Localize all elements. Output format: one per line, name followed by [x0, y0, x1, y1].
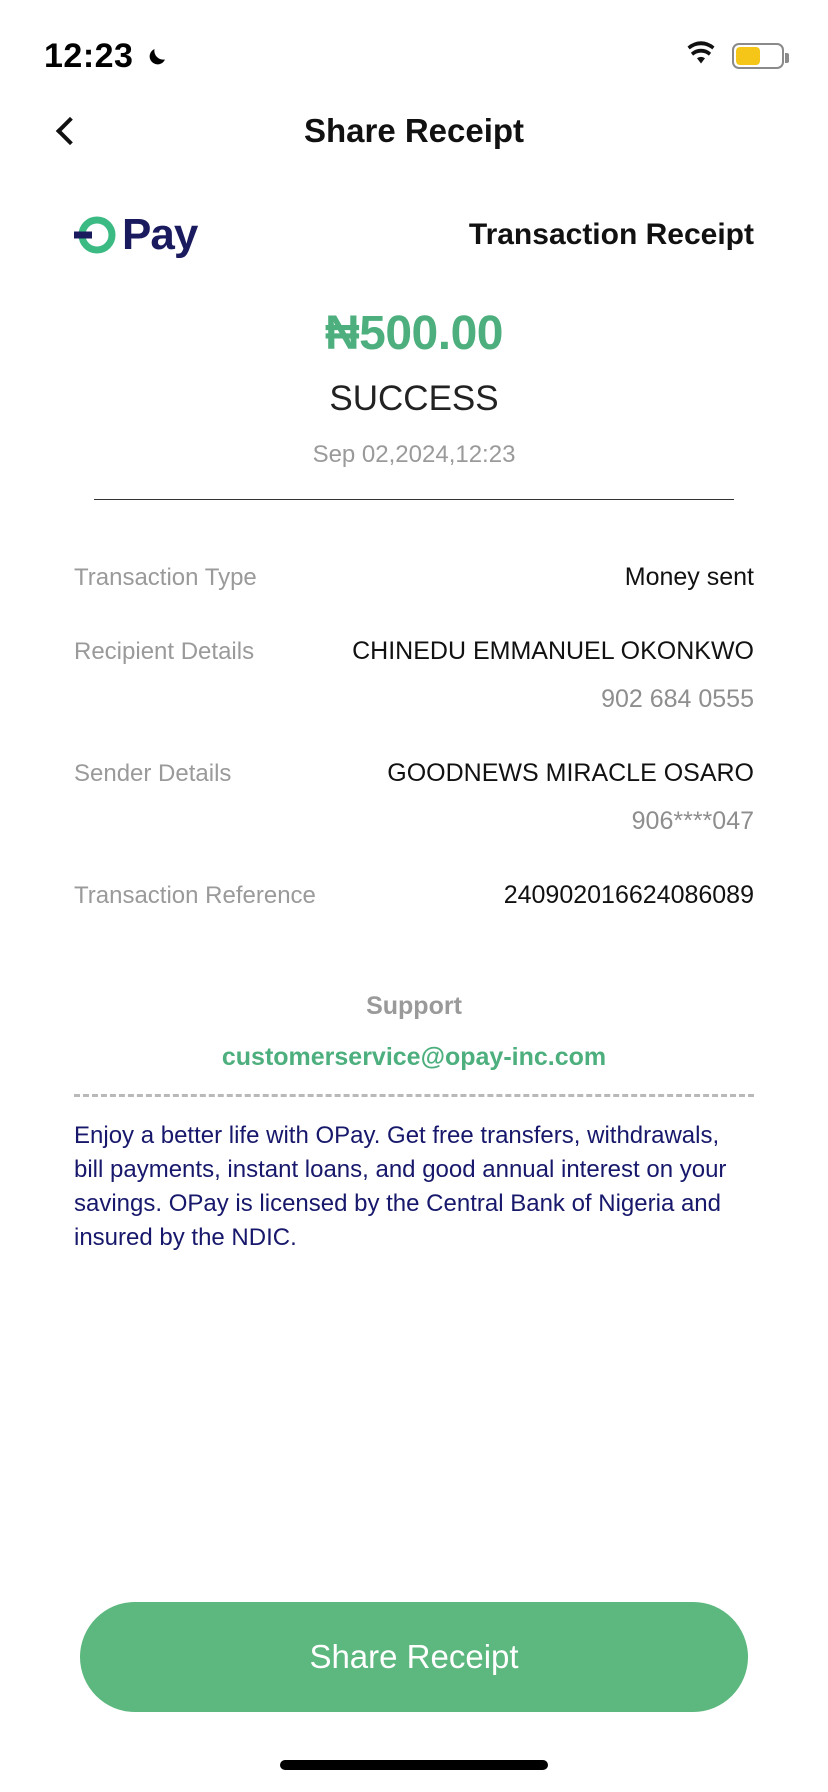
chevron-left-icon [56, 117, 84, 145]
navigation-bar [0, 96, 828, 166]
opay-logo-text: Pay [122, 210, 198, 259]
table-row [74, 858, 754, 932]
promotional-text: Enjoy a better life with OPay. Get free transfers, withdrawals, bill payments, instant loans, and good annual interest on your savings. OPay is licensed by the Central Bank of Nigeria and insured by the NDIC. [74, 1122, 727, 1252]
support-label: Support [366, 992, 462, 1020]
row-subvalue: 902 684 0555 [601, 685, 754, 713]
wifi-icon [684, 41, 718, 72]
opay-logo [74, 212, 197, 258]
row-values [254, 636, 754, 714]
divider [94, 499, 734, 500]
transaction-datetime: Sep 02,2024,12:23 [312, 441, 516, 468]
moon-icon [145, 43, 171, 69]
receipt-card [0, 200, 828, 1255]
opay-logo-icon [74, 212, 120, 258]
status-bar [0, 0, 828, 90]
detail-list [74, 540, 754, 932]
row-label: Transaction Reference [74, 882, 316, 909]
status-bar-left [44, 37, 171, 76]
row-label: Transaction Type [74, 564, 257, 591]
row-value: Money sent [624, 563, 754, 591]
status-bar-right [684, 41, 784, 72]
row-label: Recipient Details [74, 638, 255, 665]
home-indicator [280, 1760, 548, 1770]
row-values [257, 562, 754, 592]
row-value: 240902016624086089 [503, 881, 754, 909]
row-subvalue: 906****047 [631, 807, 754, 835]
battery-icon [732, 43, 784, 69]
amount-value: ₦500.00 [325, 307, 503, 360]
transaction-status: SUCCESS [329, 379, 499, 418]
row-value: GOODNEWS MIRACLE OSARO [387, 759, 754, 787]
receipt-header [74, 200, 754, 270]
page-title: Share Receipt [303, 112, 525, 149]
support-email-link[interactable]: customerservice@opay-inc.com [221, 1043, 607, 1071]
row-values [231, 758, 754, 836]
dashed-divider [74, 1094, 754, 1097]
share-receipt-button[interactable]: Share Receipt [80, 1602, 748, 1712]
back-button[interactable] [40, 104, 94, 158]
status-time: 12:23 [44, 36, 134, 75]
row-values [316, 880, 754, 910]
table-row [74, 736, 754, 858]
support-section [74, 992, 754, 1072]
table-row [74, 540, 754, 614]
row-label: Sender Details [74, 760, 232, 787]
table-row [74, 614, 754, 736]
row-value: CHINEDU EMMANUEL OKONKWO [352, 637, 754, 665]
receipt-title: Transaction Receipt [468, 218, 754, 251]
